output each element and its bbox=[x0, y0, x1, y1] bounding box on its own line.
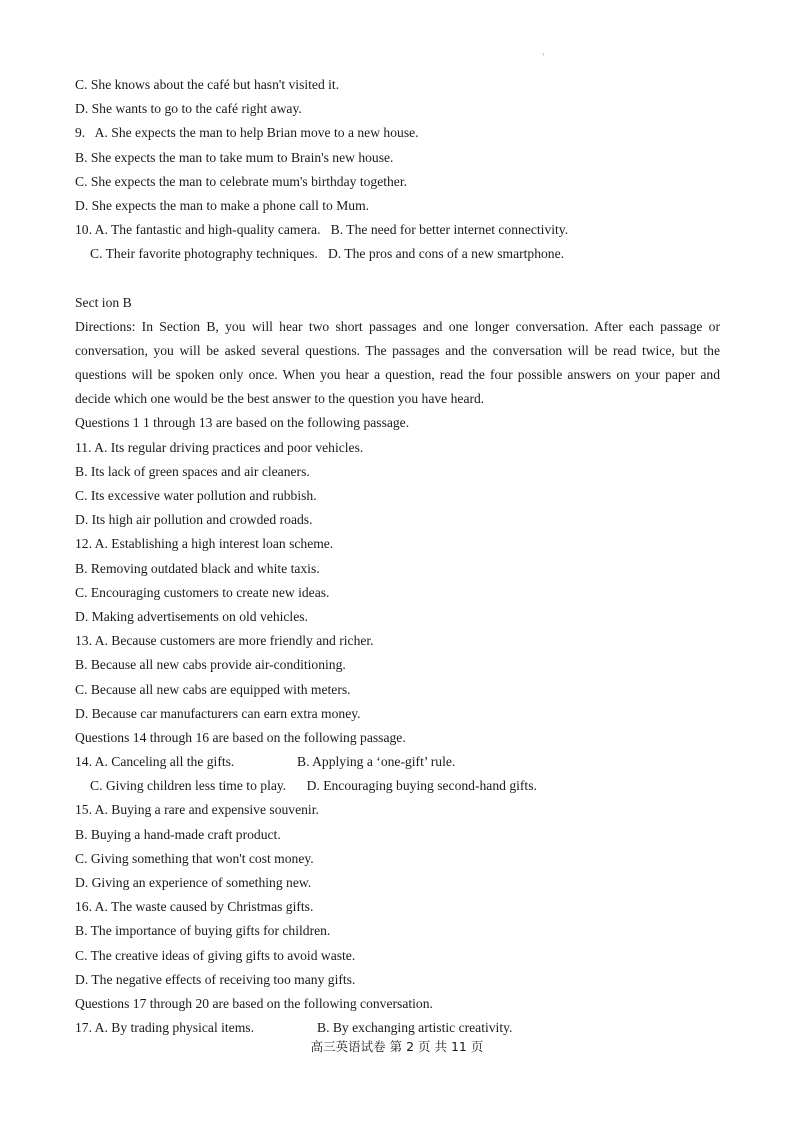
q12-option-c: C. Encouraging customers to create new ideas. bbox=[75, 584, 330, 600]
q14-option-a: 14. A. Canceling all the gifts. bbox=[75, 754, 235, 770]
q16-option-d: D. The negative effects of receiving too many gifts. bbox=[75, 971, 356, 987]
q12-option-b: B. Removing outdated black and white taxis. bbox=[75, 560, 320, 576]
q14-option-d: D. Encouraging buying second-hand gifts. bbox=[306, 778, 537, 794]
q9-option-c: C. She expects the man to celebrate mum's birthday together. bbox=[75, 173, 408, 189]
q9-option-a: 9. A. She expects the man to help Brian move to a new house. bbox=[75, 125, 419, 141]
q17-option-b: B. By exchanging artistic creativity. bbox=[317, 1020, 513, 1036]
q14-line-1 bbox=[75, 750, 720, 774]
q12-option-a: 12. A. Establishing a high interest loan scheme. bbox=[75, 536, 334, 552]
q12-option-d: D. Making advertisements on old vehicles. bbox=[75, 608, 308, 624]
section-b-title: Sect ion B bbox=[75, 294, 132, 310]
q16-option-c: C. The creative ideas of giving gifts to avoid waste. bbox=[75, 947, 356, 963]
q11-option-a: 11. A. Its regular driving practices and poor vehicles. bbox=[75, 439, 364, 455]
q17-option-a: 17. A. By trading physical items. bbox=[75, 1020, 254, 1036]
q14-line-2 bbox=[75, 774, 720, 798]
q9-option-d: D. She expects the man to make a phone call to Mum. bbox=[75, 197, 370, 213]
q16-option-b: B. The importance of buying gifts for children. bbox=[75, 923, 331, 939]
directions-line-3: questions will be spoken only once. When you hear a question, read the four possible answers on your paper and bbox=[75, 367, 720, 383]
directions-line-2: conversation, you will be asked several questions. The passages and the conversation will be read twice, but the bbox=[75, 342, 720, 358]
q13-option-a: 13. A. Because customers are more friendly and richer. bbox=[75, 633, 374, 649]
q15-option-a: 15. A. Buying a rare and expensive souvenir. bbox=[75, 802, 319, 818]
directions-line-1: Directions: In Section B, you will hear two short passages and one longer conversation. After each passage or bbox=[75, 318, 720, 334]
questions-11-13-intro: Questions 1 1 through 13 are based on the following passage. bbox=[75, 415, 410, 431]
q11-option-d: D. Its high air pollution and crowded roads. bbox=[75, 512, 313, 528]
directions-line-4: decide which one would be the best answer to the question you have heard. bbox=[75, 391, 485, 407]
q14-spacer bbox=[286, 778, 306, 793]
q11-option-b: B. Its lack of green spaces and air cleaners. bbox=[75, 463, 310, 479]
header-mark: ' bbox=[543, 52, 545, 61]
q13-option-c: C. Because all new cabs are equipped with meters. bbox=[75, 681, 351, 697]
q13-option-d: D. Because car manufacturers can earn extra money. bbox=[75, 705, 361, 721]
q14-option-b: B. Applying a ‘one-gift’ rule. bbox=[297, 754, 456, 770]
questions-17-20-intro: Questions 17 through 20 are based on the following conversation. bbox=[75, 995, 433, 1011]
q16-option-a: 16. A. The waste caused by Christmas gifts. bbox=[75, 899, 314, 915]
q15-option-b: B. Buying a hand-made craft product. bbox=[75, 826, 281, 842]
q9-option-b: B. She expects the man to take mum to Brain's new house. bbox=[75, 149, 394, 165]
q15-option-c: C. Giving something that won't cost money. bbox=[75, 850, 314, 866]
q10-line-2: C. Their favorite photography techniques. D. The pros and cons of a new smartphone. bbox=[90, 246, 565, 262]
q10-line-1: 10. A. The fantastic and high-quality camera. B. The need for better internet connectivity. bbox=[75, 222, 569, 238]
q8-option-c: C. She knows about the café but hasn't visited it. bbox=[75, 77, 340, 92]
q11-option-c: C. Its excessive water pollution and rubbish. bbox=[75, 488, 317, 503]
section-gap bbox=[75, 267, 720, 291]
q15-option-d: D. Giving an experience of something new. bbox=[75, 875, 312, 890]
questions-14-16-intro: Questions 14 through 16 are based on the following passage. bbox=[75, 729, 406, 745]
page-footer: 高三英语试卷 第 2 页 共 11 页 bbox=[310, 1039, 484, 1054]
q13-option-b: B. Because all new cabs provide air-conditioning. bbox=[75, 657, 346, 673]
q8-option-d: D. She wants to go to the café right away. bbox=[75, 101, 302, 117]
page-content bbox=[75, 73, 720, 1040]
q14-option-c: C. Giving children less time to play. bbox=[90, 778, 287, 794]
